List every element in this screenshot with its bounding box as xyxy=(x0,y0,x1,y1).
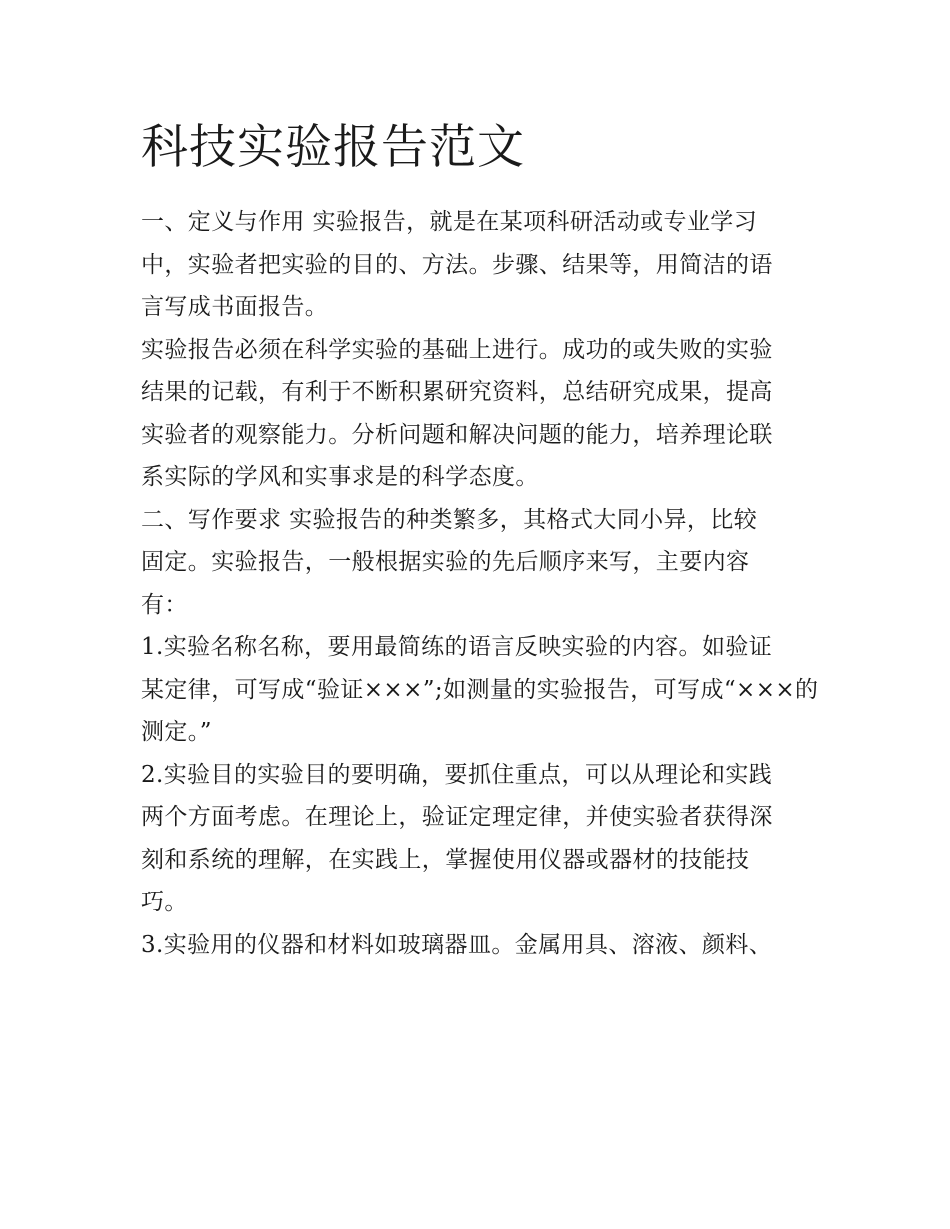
text-line: 有： xyxy=(141,591,188,618)
text-line: 实验者的观察能力。分析问题和解决问题的能力，培养理论联 xyxy=(141,421,773,448)
text-line: 测定。” xyxy=(141,719,212,745)
document-title: 科技实验报告范文 xyxy=(141,120,525,175)
text-line: 1.实验名称名称，要用最简练的语言反映实验的内容。如验证 xyxy=(141,634,773,660)
text-line: 3.实验用的仪器和材料如玻璃器皿。金属用具、溶液、颜料、 xyxy=(141,931,773,958)
text-line: 结果的记载，有利于不断积累研究资料，总结研究成果，提高 xyxy=(141,379,773,405)
paragraph-requirements-basis xyxy=(141,329,817,499)
text-line: 刻和系统的理解，在实践上，掌握使用仪器或器材的技能技 xyxy=(141,846,750,873)
paragraph-item-2 xyxy=(141,754,817,924)
text-line: 系实际的学风和实事求是的科学态度。 xyxy=(141,464,539,490)
text-line: 固定。实验报告，一般根据实验的先后顺序来写，主要内容 xyxy=(141,549,750,575)
text-line: 两个方面考虑。在理论上，验证定理定律，并使实验者获得深 xyxy=(141,804,773,830)
text-line: 二、写作要求 实验报告的种类繁多，其格式大同小异，比较 xyxy=(141,506,758,533)
text-line: 实验报告必须在科学实验的基础上进行。成功的或失败的实验 xyxy=(141,336,773,363)
paragraph-item-3 xyxy=(141,924,817,967)
text-line: 一、定义与作用 实验报告，就是在某项科研活动或专业学习 xyxy=(141,209,758,235)
text-line: 中，实验者把实验的目的、方法。步骤、结果等，用简洁的语 xyxy=(141,251,773,278)
text-line: 言写成书面报告。 xyxy=(141,294,329,320)
text-line: 巧。 xyxy=(141,889,188,915)
text-line: 2.实验目的实验目的要明确，要抓住重点，可以从理论和实践 xyxy=(141,761,773,788)
text-line: 某定律，可写成“验证×××”;如测量的实验报告，可写成“×××的 xyxy=(141,676,819,703)
document-body xyxy=(141,201,817,966)
paragraph-writing-requirements xyxy=(141,499,817,627)
paragraph-definition xyxy=(141,201,817,329)
paragraph-item-1 xyxy=(141,626,817,754)
